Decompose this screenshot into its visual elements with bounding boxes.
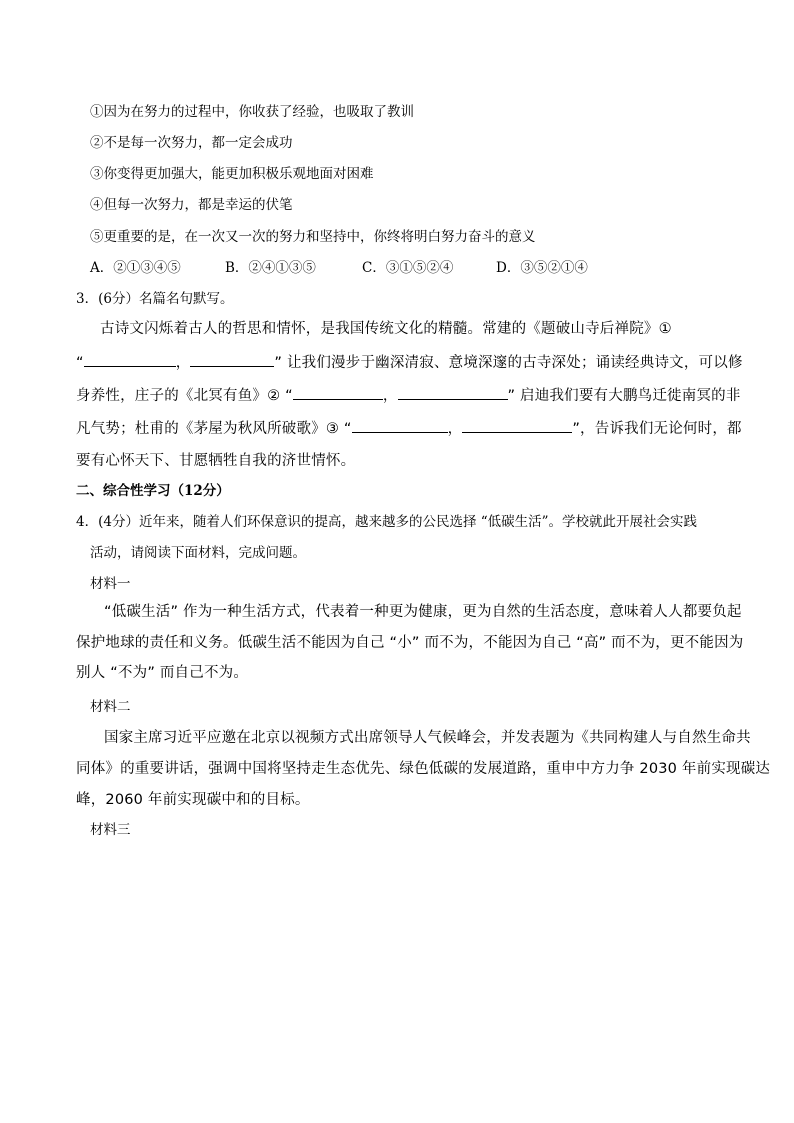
answer-blank-3a[interactable] <box>352 418 448 433</box>
material-1-line-1: “低碳生活” 作为一种生活方式，代表着一种更为健康，更为自然的生活态度，意味着人人都要负起 <box>104 604 742 620</box>
sentence-2: ②不是每一次努力，都一定会成功 <box>90 135 293 151</box>
material-2-title: 材料二 <box>90 699 131 715</box>
material-2-line-3: 峰，2060 年前实现碳中和的目标。 <box>76 792 310 808</box>
q3-paragraph-line-2: “ ， ” 让我们漫步于幽深清寂、意境深邃的古寺深处；诵读经典诗文，可以修 <box>76 352 743 374</box>
answer-blank-1b[interactable] <box>190 352 274 367</box>
choice-d: D．③⑤②①④ <box>496 260 588 276</box>
material-2-line-1: 国家主席习近平应邀在北京以视频方式出席领导人气候峰会，并发表题为《共同构建人与自然生命共 <box>104 730 751 746</box>
question-4-line-2: 活动，请阅读下面材料，完成问题。 <box>90 545 306 561</box>
q3-paragraph-line-5: 要有心怀天下、甘愿牺牲自我的济世情怀。 <box>76 453 356 469</box>
sentence-4: ④但每一次努力，都是幸运的伏笔 <box>90 197 293 213</box>
sentence-5: ⑤更重要的是，在一次又一次的努力和坚持中，你终将明白努力奋斗的意义 <box>90 229 536 245</box>
choice-b: B．②④①③⑤ <box>225 260 316 276</box>
answer-blank-2a[interactable] <box>293 385 383 400</box>
q3-paragraph-line-4: 凡气势；杜甫的《茅屋为秋风所破歌》③ “ ， ”，告诉我们无论何时，都 <box>76 418 742 440</box>
section-2-heading: 二、综合性学习（12分） <box>76 483 230 499</box>
answer-blank-3b[interactable] <box>462 418 572 433</box>
question-4-line-1: 4．(4分）近年来，随着人们环保意识的提高，越来越多的公民选择 “低碳生活”。学校就此开展社会实践 <box>76 514 698 530</box>
material-2-line-2: 同体》的重要讲话，强调中国将坚持走生态优先、绿色低碳的发展道路，重申中方力争 2030 年前实现碳达 <box>76 761 771 777</box>
material-3-title: 材料三 <box>90 822 131 838</box>
question-3-heading: 3．(6分）名篇名句默写。 <box>76 291 234 307</box>
q3-paragraph-line-3: 身养性，庄子的《北冥有鱼》② “ ， ” 启迪我们要有大鹏鸟迁徙南冥的非 <box>76 385 741 407</box>
choice-a: A．②①③④⑤ <box>90 260 181 276</box>
material-1-title: 材料一 <box>90 576 131 592</box>
answer-blank-1a[interactable] <box>84 352 176 367</box>
material-1-line-2: 保护地球的责任和义务。低碳生活不能因为自己 “小” 而不为，不能因为自己 “高” 而不为，更不能因为 <box>76 635 744 651</box>
q3-paragraph-line-1: 古诗文闪烁着古人的哲思和情怀，是我国传统文化的精髓。常建的《题破山寺后禅院》① <box>100 321 672 337</box>
sentence-3: ③你变得更加强大，能更加积极乐观地面对困难 <box>90 166 374 182</box>
sentence-1: ①因为在努力的过程中，你收获了经验，也吸取了教训 <box>90 104 414 120</box>
material-1-line-3: 别人 “不为” 而自己不为。 <box>76 665 249 681</box>
answer-blank-2b[interactable] <box>398 385 508 400</box>
choice-c: C．③①⑤②④ <box>362 260 454 276</box>
